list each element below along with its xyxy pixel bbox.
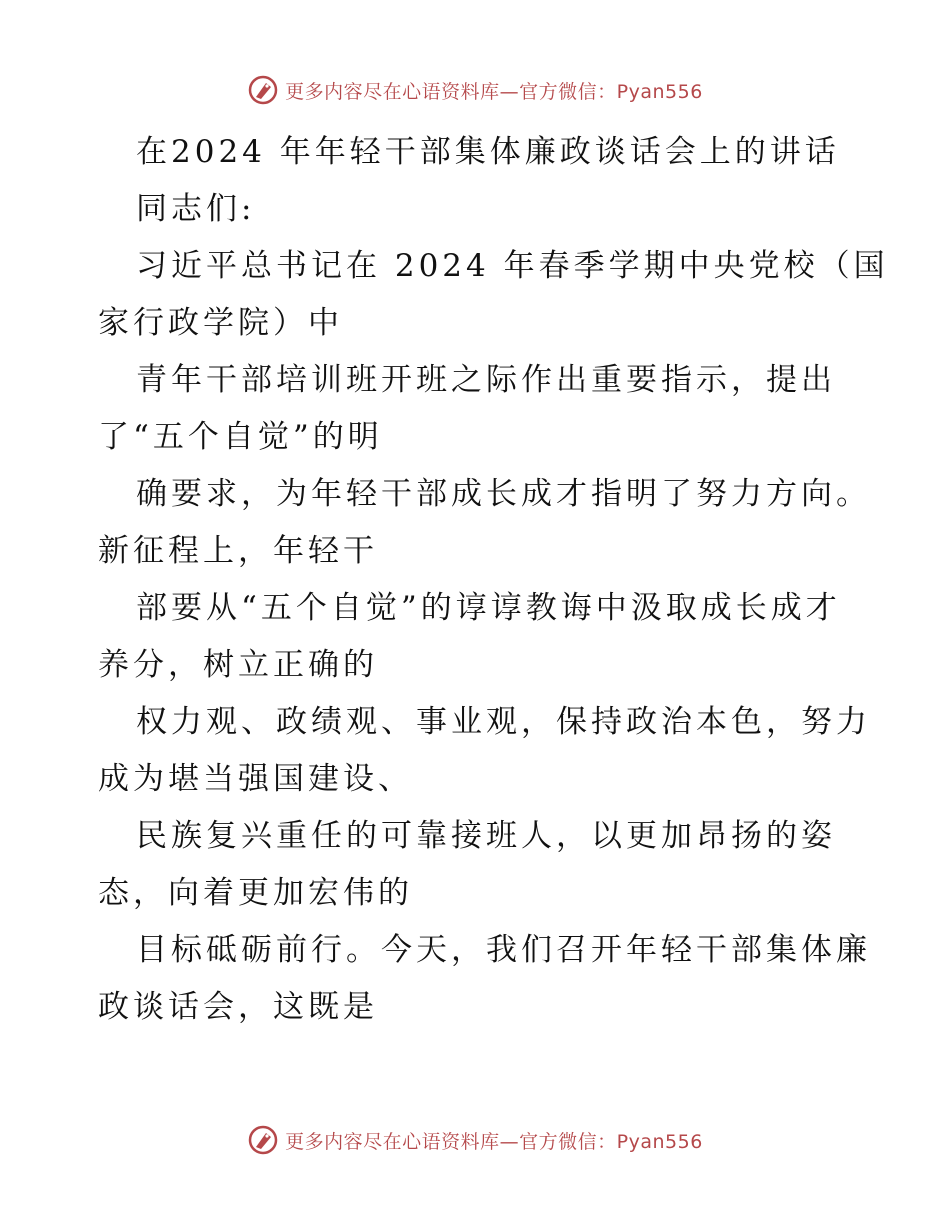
document-title: 在2024 年年轻干部集体廉政谈话会上的讲话 (136, 134, 840, 170)
paragraph-line: 养分，树立正确的 (98, 647, 378, 683)
paragraph-line: 成为堪当强国建设、 (98, 761, 413, 797)
paragraph-line: 态，向着更加宏伟的 (98, 875, 413, 911)
document-body (98, 124, 889, 1036)
pen-nib-icon (247, 1124, 279, 1156)
paragraph-line: 部要从“五个自觉”的谆谆教诲中汲取成长成才 (136, 590, 841, 626)
paragraph-line: 青年干部培训班开班之际作出重要指示，提出 (136, 362, 836, 398)
banner-text: 更多内容尽在心语资料库—官方微信：Pyan556 (285, 80, 703, 103)
paragraph-line: 政谈话会，这既是 (98, 989, 378, 1025)
banner-text: 更多内容尽在心语资料库—官方微信：Pyan556 (285, 1130, 703, 1153)
paragraph-line: 了“五个自觉”的明 (98, 419, 383, 455)
paragraph-line: 家行政学院）中 (98, 305, 343, 341)
paragraph-line: 权力观、政绩观、事业观，保持政治本色，努力 (136, 704, 871, 740)
pen-nib-icon (247, 74, 279, 106)
footer-banner (0, 1120, 950, 1160)
greeting: 同志们: (136, 191, 256, 227)
paragraph-line: 民族复兴重任的可靠接班人，以更加昂扬的姿 (136, 818, 836, 854)
header-banner (0, 70, 950, 110)
paragraph-line: 确要求，为年轻干部成长成才指明了努力方向。 (136, 476, 871, 512)
paragraph-line: 习近平总书记在 2024 年春季学期中央党校（国 (136, 248, 889, 284)
paragraph-line: 新征程上，年轻干 (98, 533, 378, 569)
paragraph-line: 目标砥砺前行。今天，我们召开年轻干部集体廉 (136, 932, 871, 968)
